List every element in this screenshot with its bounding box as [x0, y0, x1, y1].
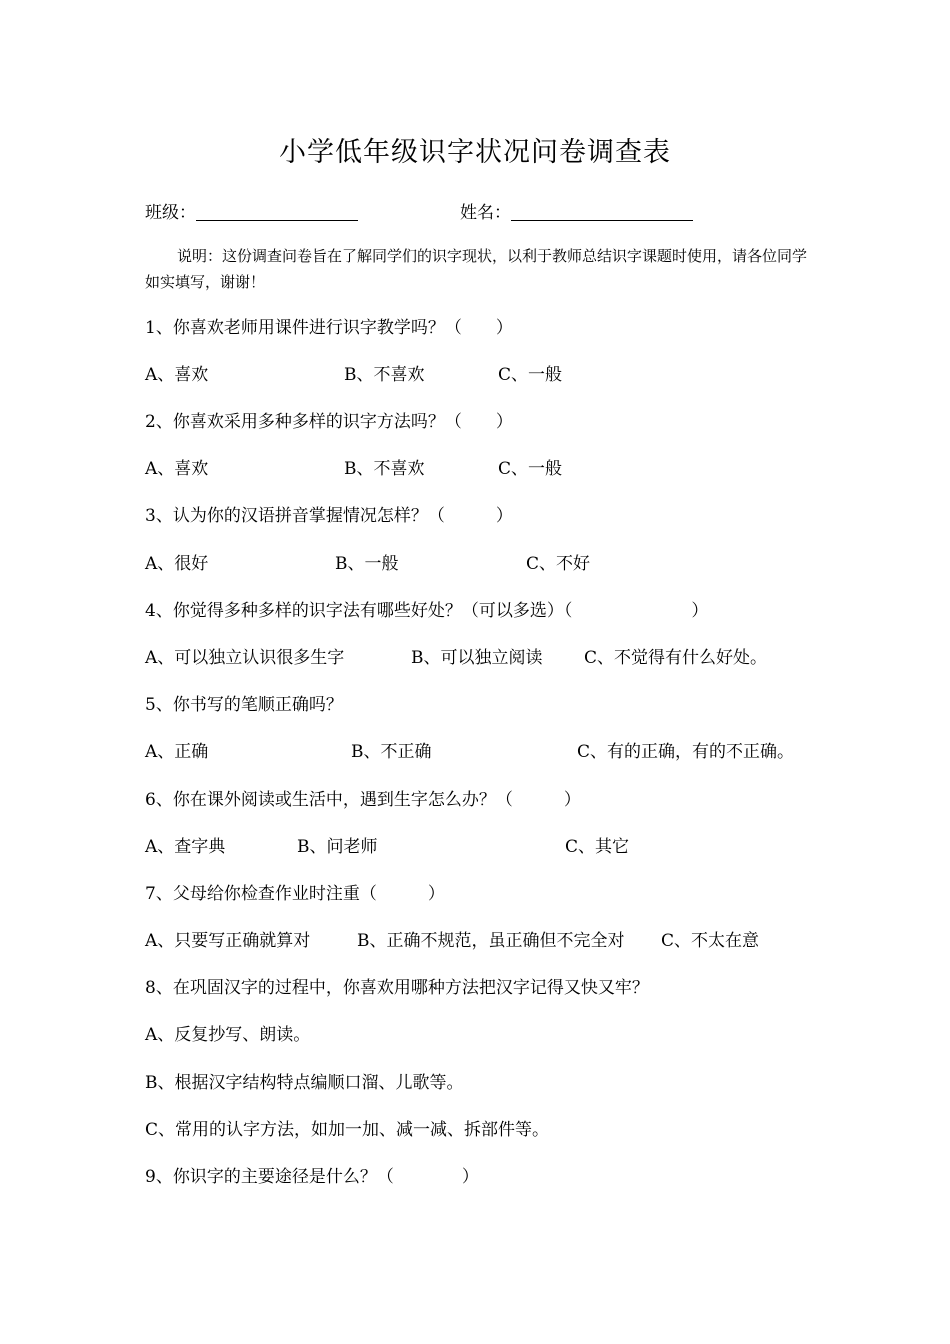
class-field: [145, 198, 358, 223]
option-b: B、可以独立阅读: [411, 648, 543, 668]
option-c: C、一般: [498, 459, 563, 479]
instructions-note: 说明：这份调查问卷旨在了解同学们的识字现状，以利于教师总结识字课题时使用，请各位同学如实填写，谢谢！: [145, 247, 808, 291]
question-6: 6、你在课外阅读或生活中，遇到生字怎么办？（ ）: [145, 790, 581, 810]
class-label: 班级：: [145, 203, 196, 223]
question-2: 2、你喜欢采用多种多样的识字方法吗？（ ）: [145, 412, 513, 432]
option-a: A、很好: [145, 554, 209, 574]
option-a: A、只要写正确就算对: [145, 931, 311, 951]
class-blank-line: [196, 204, 358, 221]
question-8: 8、在巩固汉字的过程中，你喜欢用哪种方法把汉字记得又快又牢？: [145, 978, 649, 998]
option-b: B、正确不规范，虽正确但不完全对: [357, 931, 625, 951]
question-7: 7、父母给你检查作业时注重（ ）: [145, 884, 445, 904]
option-b: B、不喜欢: [344, 365, 425, 385]
name-field: [460, 198, 693, 223]
option-a: A、喜欢: [145, 365, 209, 385]
option-b: B、不正确: [351, 742, 432, 762]
question-5: 5、你书写的笔顺正确吗？: [145, 695, 343, 715]
page-title: 小学低年级识字状况问卷调查表: [279, 137, 671, 168]
option-c: C、其它: [565, 837, 630, 857]
option-c: C、有的正确，有的不正确。: [577, 742, 795, 762]
question-4: 4、你觉得多种多样的识字法有哪些好处？（可以多选）（ ）: [145, 601, 709, 621]
option-b: B、不喜欢: [344, 459, 425, 479]
question-9: 9、你识字的主要途径是什么？（ ）: [145, 1167, 479, 1187]
option-a: A、查字典: [145, 837, 226, 857]
option-b: B、问老师: [297, 837, 378, 857]
question-1: 1、你喜欢老师用课件进行识字教学吗？（ ）: [145, 318, 513, 338]
option-c: C、一般: [498, 365, 563, 385]
question-8-option-b: B、根据汉字结构特点编顺口溜、儿歌等。: [145, 1073, 464, 1093]
name-blank-line: [511, 204, 693, 221]
option-a: A、可以独立认识很多生字: [145, 648, 345, 668]
question-3: 3、认为你的汉语拼音掌握情况怎样？（ ）: [145, 506, 513, 526]
option-a: A、喜欢: [145, 459, 209, 479]
option-c: C、不觉得有什么好处。: [584, 648, 768, 668]
question-8-option-a: A、反复抄写、朗读。: [145, 1025, 311, 1045]
option-c: C、不好: [526, 554, 591, 574]
option-c: C、不太在意: [661, 931, 760, 951]
name-label: 姓名：: [460, 203, 511, 223]
option-b: B、一般: [335, 554, 399, 574]
option-a: A、正确: [145, 742, 209, 762]
question-8-option-c: C、常用的认字方法，如加一加、减一减、拆部件等。: [145, 1120, 550, 1140]
